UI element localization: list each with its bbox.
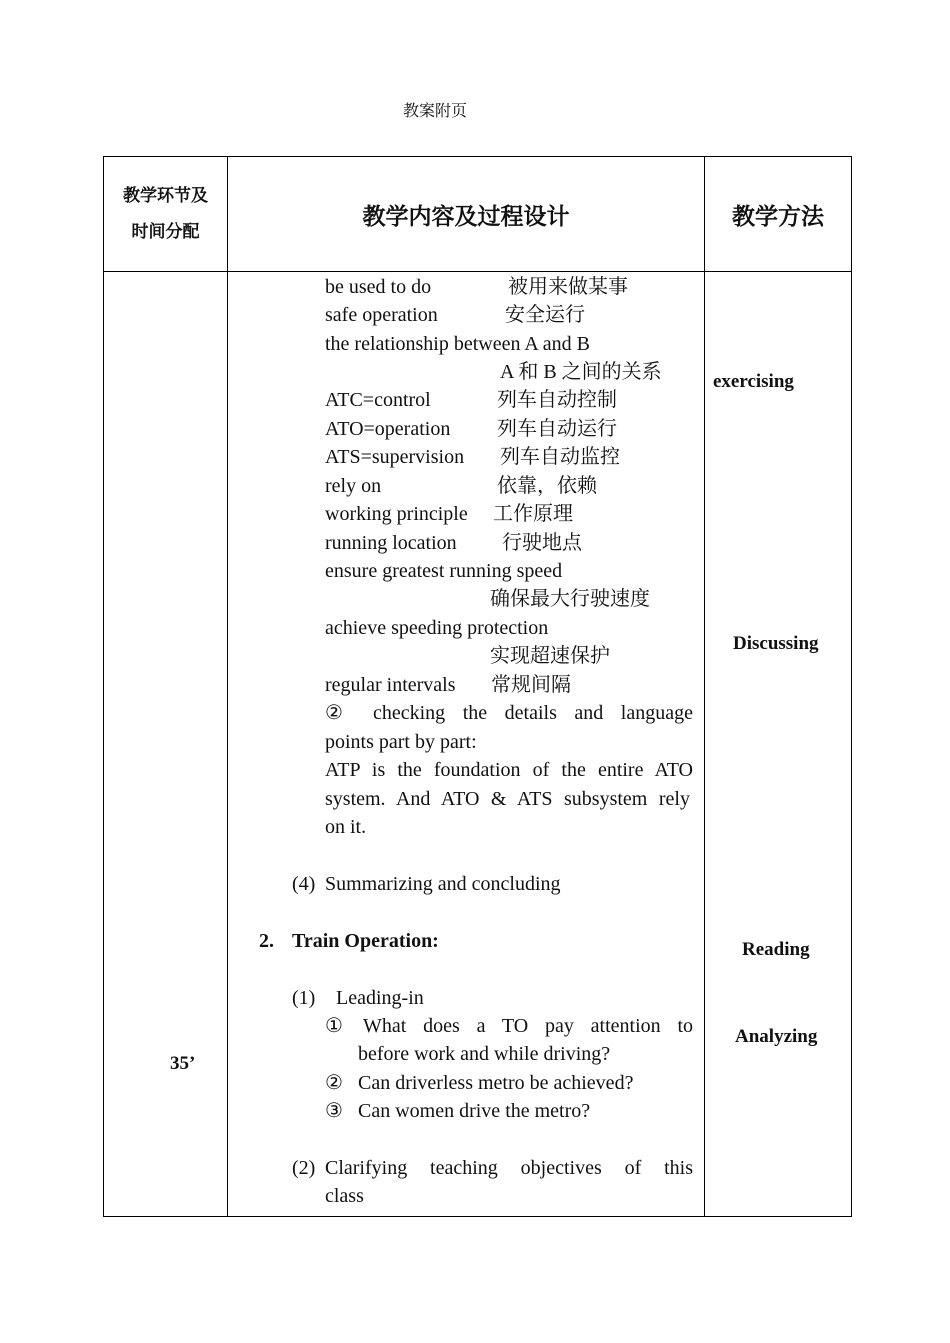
lesson-plan-table (103, 156, 852, 1217)
vocab-en-9: ensure greatest running speed (325, 560, 563, 582)
vocab-zh-5: 列车自动监控 (500, 446, 620, 468)
question-2-number: ② (325, 1072, 343, 1094)
vocab-zh-11: 常规间隔 (491, 674, 571, 696)
checking-para-line2: system. And ATO & ATS subsystem rely (325, 788, 690, 810)
vocab-zh-3: 列车自动控制 (497, 389, 617, 411)
vocab-en-4: ATO=operation (325, 418, 451, 440)
section2-title: Train Operation: (292, 930, 439, 952)
question-1-line1: What does a TO pay attention to (363, 1015, 693, 1037)
method-cell (705, 272, 852, 1217)
leading-number: (1) (292, 987, 316, 1009)
content-row (104, 272, 852, 1217)
vocab-zh-7: 工作原理 (493, 503, 573, 525)
checking-line1: ② checking the details and language (325, 702, 693, 724)
header-col-stage-time (104, 157, 228, 272)
step2-line1: Clarifying teaching objectives of this (325, 1157, 693, 1179)
step2-number: (2) (292, 1157, 316, 1179)
vocab-zh-4: 列车自动运行 (497, 418, 617, 440)
vocab-en-10: achieve speeding protection (325, 617, 549, 639)
step4-text: Summarizing and concluding (325, 873, 561, 895)
page-header: 教案附页 (402, 101, 467, 120)
vocab-en-7: working principle (325, 503, 468, 525)
time-allocation: 35’ (170, 1053, 196, 1074)
method-reading: Reading (742, 939, 810, 960)
vocab-en-2: the relationship between A and B (325, 333, 590, 355)
step4-number: (4) (292, 873, 316, 895)
vocab-zh-8: 行驶地点 (502, 532, 582, 554)
checking-para-line3: on it. (325, 816, 367, 838)
vocab-zh-6: 依靠，依赖 (497, 475, 597, 497)
vocab-en-8: running location (325, 532, 457, 554)
checking-para-line1: ATP is the foundation of the entire ATO (325, 759, 693, 781)
question-2-text: Can driverless metro be achieved? (358, 1072, 634, 1094)
table-header-row (104, 157, 852, 272)
method-discussing: Discussing (733, 633, 819, 654)
method-exercising: exercising (713, 371, 794, 392)
vocab-en-0: be used to do (325, 276, 432, 298)
content-cell (228, 272, 705, 1217)
question-3-text: Can women drive the metro? (358, 1100, 591, 1122)
header-col-content: 教学内容及过程设计 (228, 157, 705, 272)
question-1-line2: before work and while driving? (358, 1043, 611, 1065)
vocab-zh-0: 被用来做某事 (508, 276, 628, 298)
vocab-en-11: regular intervals (325, 674, 456, 696)
vocab-en-5: ATS=supervision (325, 446, 465, 468)
step2-line2: class (325, 1185, 364, 1207)
leading-text: Leading-in (336, 987, 424, 1009)
question-1-number: ① (325, 1015, 343, 1037)
vocab-en-3: ATC=control (325, 389, 431, 411)
header-col1-line1: 教学环节及 (123, 186, 208, 206)
vocab-zh-9: 确保最大行驶速度 (490, 588, 650, 610)
header-col1-line2: 时间分配 (131, 222, 200, 242)
vocab-zh-1: 安全运行 (505, 304, 585, 326)
vocab-en-1: safe operation (325, 304, 438, 326)
vocab-en-6: rely on (325, 475, 382, 497)
method-analyzing: Analyzing (735, 1026, 818, 1047)
vocab-zh-10: 实现超速保护 (490, 645, 610, 667)
vocab-zh-2: A 和 B 之间的关系 (500, 361, 662, 383)
section2-number: 2. (259, 930, 274, 952)
checking-line2: points part by part: (325, 731, 477, 753)
time-cell (104, 272, 228, 1217)
question-3-number: ③ (325, 1100, 343, 1122)
header-col-method: 教学方法 (705, 157, 852, 272)
